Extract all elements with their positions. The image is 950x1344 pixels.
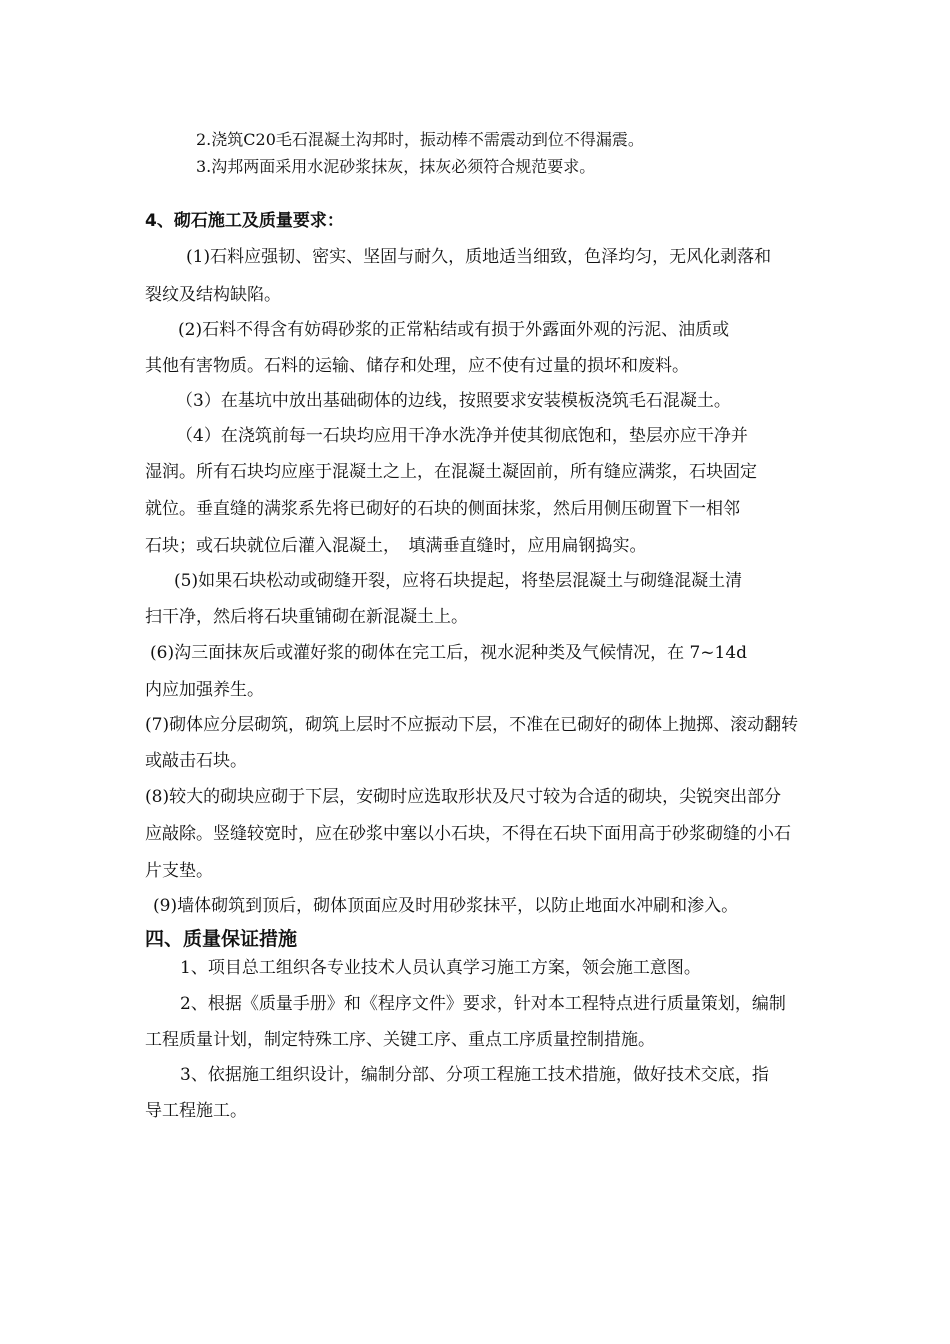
paragraph-line: （3）在基坑中放出基础砌体的边线，按照要求安装模板浇筑毛石混凝土。 [176, 391, 731, 411]
paragraph-line: (8)较大的砌块应砌于下层，安砌时应选取形状及尺寸较为合适的砌块，尖锐突出部分 [145, 787, 782, 807]
section-heading: 四、质量保证措施 [145, 928, 298, 950]
paragraph-line: 导工程施工。 [145, 1101, 247, 1121]
paragraph-line: (6)沟三面抹灰后或灌好浆的砌体在完工后，视水泥种类及气候情况，在 7~14d [150, 643, 748, 663]
paragraph-line: 内应加强养生。 [145, 680, 264, 700]
paragraph-line: (1)石料应强韧、密实、坚固与耐久，质地适当细致，色泽均匀，无风化剥落和 [186, 247, 772, 267]
paragraph-line: (9)墙体砌筑到顶后，砌体顶面应及时用砂浆抹平，以防止地面水冲刷和渗入。 [153, 896, 739, 916]
paragraph-line: 裂纹及结构缺陷。 [145, 285, 281, 305]
paragraph-line: 工程质量计划，制定特殊工序、关键工序、重点工序质量控制措施。 [145, 1030, 655, 1050]
paragraph-line: 3、依据施工组织设计，编制分部、分项工程施工技术措施，做好技术交底，指 [180, 1065, 769, 1085]
paragraph-line: 2、根据《质量手册》和《程序文件》要求，针对本工程特点进行质量策划，编制 [180, 994, 786, 1014]
paragraph-line: 扫干净，然后将石块重铺砌在新混凝土上。 [145, 607, 468, 627]
paragraph-line: (2)石料不得含有妨碍砂浆的正常粘结或有损于外露面外观的污泥、油质或 [178, 320, 730, 340]
paragraph-line: 湿润。所有石块均应座于混凝土之上，在混凝土凝固前，所有缝应满浆，石块固定 [145, 462, 757, 482]
paragraph-line: 1、项目总工组织各专业技术人员认真学习施工方案，领会施工意图。 [180, 958, 701, 978]
paragraph-line: 应敲除。竖缝较宽时，应在砂浆中塞以小石块，不得在石块下面用高于砂浆砌缝的小石 [145, 824, 791, 844]
paragraph-line: 其他有害物质。石料的运输、储存和处理，应不使有过量的损坏和废料。 [145, 356, 689, 376]
list-item: 2.浇筑C20毛石混凝土沟邦时，振动棒不需震动到位不得漏震。 [196, 130, 644, 149]
paragraph-line: (5)如果石块松动或砌缝开裂，应将石块提起，将垫层混凝土与砌缝混凝土清 [174, 571, 743, 591]
paragraph-line: 石块；或石块就位后灌入混凝土， 填满垂直缝时，应用扁钢捣实。 [145, 536, 647, 556]
paragraph-line: 或敲击石块。 [145, 751, 247, 771]
section-heading: 4、砌石施工及质量要求： [145, 211, 344, 231]
list-item: 3.沟邦两面采用水泥砂浆抹灰，抹灰必须符合规范要求。 [196, 157, 596, 176]
paragraph-line: 片支垫。 [145, 861, 213, 881]
paragraph-line: (7)砌体应分层砌筑，砌筑上层时不应振动下层，不准在已砌好的砌体上抛掷、滚动翻转 [145, 715, 799, 735]
paragraph-line: （4）在浇筑前每一石块均应用干净水洗净并使其彻底饱和，垫层亦应干净并 [176, 426, 748, 446]
paragraph-line: 就位。垂直缝的满浆系先将已砌好的石块的侧面抹浆，然后用侧压砌置下一相邻 [145, 499, 740, 519]
